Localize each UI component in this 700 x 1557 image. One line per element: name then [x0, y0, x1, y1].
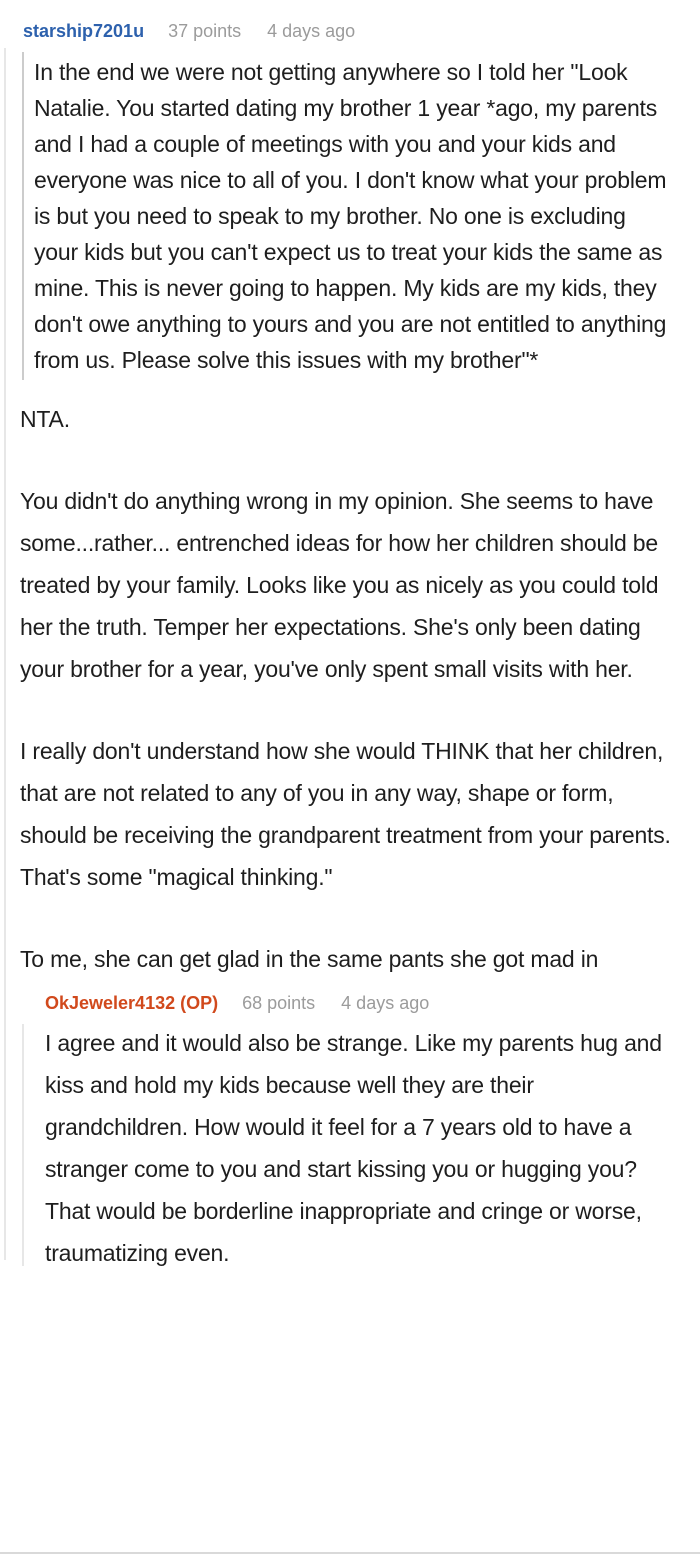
reply-comment-points: 68 points — [242, 993, 316, 1013]
reply-comment-header — [45, 990, 674, 1016]
comment-paragraph: You didn't do anything wrong in my opinion. She seems to have some...rather... entrenched ideas for how her children should be treated by your family. Looks like you as nicely as you could told her the truth. Temper her expectations. She's only been dating your brother for a year, you've only spent small visits with her. — [20, 488, 659, 682]
top-comment-author-link[interactable]: starship7201u — [23, 21, 145, 41]
reply-comment — [22, 990, 674, 1274]
comment-thread-line — [4, 48, 6, 1260]
comment-paragraph: I really don't understand how she would THINK that her children, that are not related to any of you in any way, shape or form, should be receiving the grandparent treatment from your parents. That's some "magical thinking." — [20, 738, 671, 890]
reply-comment-author-link[interactable]: OkJeweler4132 (OP) — [45, 993, 219, 1013]
comment-paragraph: To me, she can get glad in the same pants she got mad in — [20, 946, 599, 972]
quoted-text-block: In the end we were not getting anywhere so I told her "Look Natalie. You started dating my brother 1 year *ago, my parents and I had a couple of meetings with you and your kids and everyone was nice to all of you. I don't know what your problem is but you need to speak to my brother. No one is excluding your kids but you can't expect us to treat your kids the same as mine. This is never going to happen. My kids are my kids, they don't owe anything to yours and you are not entitled to anything from us. Please solve this issues with my brother"* — [22, 52, 674, 380]
top-comment-header — [20, 18, 674, 44]
top-comment-points: 37 points — [168, 21, 242, 41]
comment-paragraph: NTA. — [20, 406, 70, 432]
reply-thread-line — [22, 1024, 24, 1266]
top-comment-timestamp: 4 days ago — [267, 21, 356, 41]
reply-comment-timestamp: 4 days ago — [341, 993, 430, 1013]
bottom-divider — [0, 1552, 700, 1554]
comment-paragraph: I agree and it would also be strange. Like my parents hug and kiss and hold my kids because well they are their grandchildren. How would it feel for a 7 years old to have a stranger come to you and start kissing you or hugging you? That would be borderline inappropriate and cringe or worse, traumatizing even. — [45, 1030, 662, 1266]
